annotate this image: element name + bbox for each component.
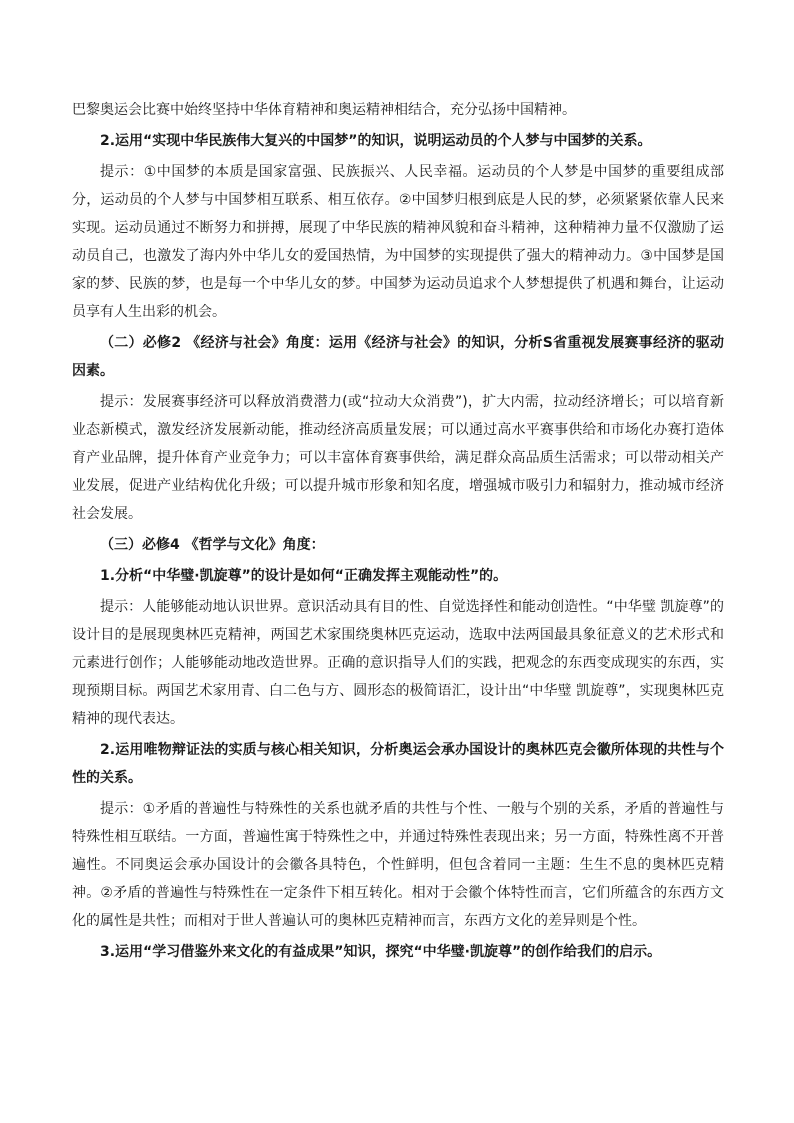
answer-3-text: 发展赛事经济可以释放消费潜力(或“拉动大众消费”)，扩大内需，拉动经济增长；可以培育新业态新模式，激发经济发展新动能，推动经济高质量发展；可以通过高水平赛事供给和市场化办赛打造体育产业品牌，提升体育产业竞争力；可以丰富体育赛事供给，满足群众高品质生活需求；可以带动相关产业发展，促进产业结构优化升级；可以提升城市形象和知名度，增强城市吸引力和辐射力，推动城市经济社会发展。: [72, 394, 725, 522]
question-5: 2.运用唯物辩证法的实质与核心相关知识，分析奥运会承办国设计的奥林匹克会徽所体现的共性与个性的关系。: [72, 742, 724, 786]
section-2-title: （二）必修2 《经济与社会》角度：运用《经济与社会》的知识，分析S省重视发展赛事经济的驱动因素。: [72, 335, 724, 379]
answer-2-text: ①中国梦的本质是国家富强、民族振兴、人民幸福。运动员的个人梦是中国梦的重要组成部分，运动员的个人梦与中国梦相互联系、相互依存。②中国梦归根到底是人民的梦，必须紧紧依靠人民来实现。运动员通过不断努力和拼搏，展现了中华民族的精神风貌和奋斗精神，这种精神力量不仅激励了运动员自己，也激发了海内外中华儿女的爱国热情，为中国梦的实现提供了强大的精神动力。③中国梦是国家的梦、民族的梦，也是每一个中华儿女的梦。中国梦为运动员追求个人梦想提供了机遇和舞台，让运动员享有人生出彩的机会。: [72, 164, 724, 320]
hint-label: 提示：: [100, 394, 143, 410]
answer-2: [72, 158, 724, 326]
answer-4-text: 人能够能动地认识世界。意识活动具有目的性、自觉选择性和能动创造性。“中华璧 凯旋尊”的设计目的是展现奥林匹克精神，两国艺术家围绕奥林匹克运动，选取中法两国最具象征意义的艺术形式和元素进行创作；人能够能动地改造世界。正确的意识指导人们的实践，把观念的东西变成现实的东西，实现预期目标。两国艺术家用青、白二色与方、圆形态的极简语汇，设计出“中华璧 凯旋尊”，实现奥林匹克精神的现代表达。: [72, 599, 724, 727]
answer-5: [72, 795, 724, 935]
answer-5-text: ①矛盾的普遍性与特殊性的关系也就矛盾的共性与个性、一般与个别的关系，矛盾的普遍性与特殊性相互联结。一方面，普遍性寓于特殊性之中，并通过特殊性表现出来；另一方面，特殊性离不开普遍性。不同奥运会承办国设计的会徽各具特色，个性鲜明，但包含着同一主题：生生不息的奥林匹克精神。②矛盾的普遍性与特殊性在一定条件下相互转化。相对于会徽个体特性而言，它们所蕴含的东西方文化的属性是共性；而相对于世人普遍认可的奥林匹克精神而言，东西方文化的差异则是个性。: [72, 801, 724, 929]
question-2: 2.运用“实现中华民族伟大复兴的中国梦”的知识，说明运动员的个人梦与中国梦的关系。: [100, 133, 652, 149]
answer-3: [72, 388, 724, 528]
hint-label: 提示：: [100, 801, 143, 817]
section-3-title: （三）必修4 《哲学与文化》角度：: [100, 537, 325, 553]
answer-4: [72, 593, 724, 733]
hint-label: 提示：: [100, 599, 143, 615]
question-4: 1.分析“中华璧·凯旋尊”的设计是如何“正确发挥主观能动性”的。: [100, 568, 508, 584]
question-6: 3.运用“学习借鉴外来文化的有益成果”知识，探究“中华璧·凯旋尊”的创作给我们的启示。: [100, 944, 662, 960]
hint-label: 提示：: [100, 164, 144, 180]
intro-continuation: 巴黎奥运会比赛中始终坚持中华体育精神和奥运精神相结合，充分弘扬中国精神。: [72, 102, 576, 118]
